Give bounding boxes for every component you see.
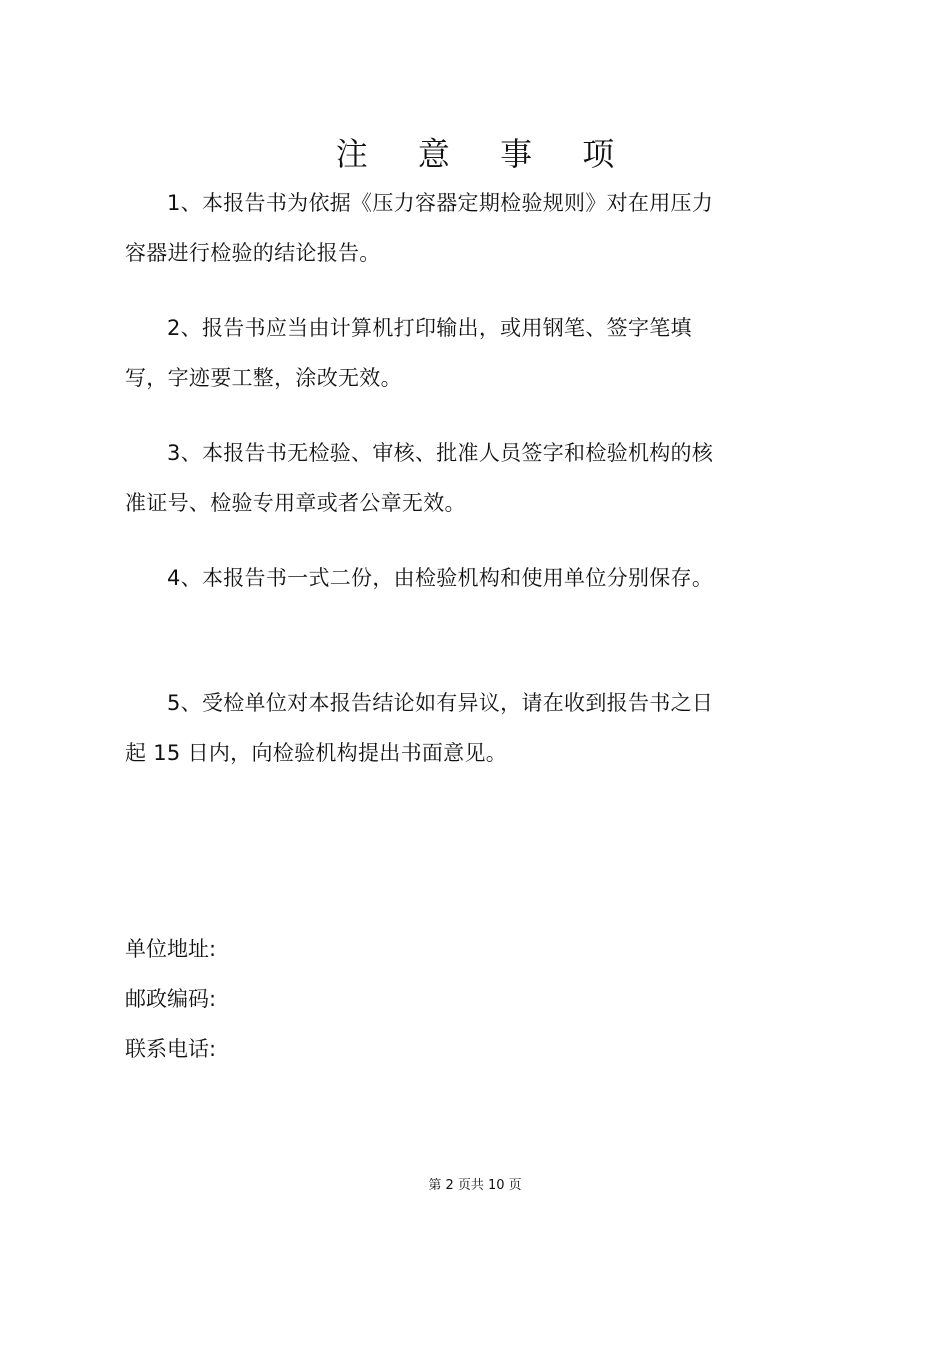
page-title: 注 意 事 项 <box>335 135 635 173</box>
phone-label: 联系电话: <box>125 1037 217 1061</box>
postcode-label: 邮政编码: <box>125 987 217 1011</box>
note-item-4: 4、本报告书一式二份，由检验机构和使用单位分别保存。 <box>167 566 714 590</box>
note-item-5: 5、受检单位对本报告结论如有异议，请在收到报告书之日起 15 日内，向检验机构提出书面意见。 <box>125 691 714 765</box>
note-item-3: 3、本报告书无检验、审核、批准人员签字和检验机构的核准证号、检验专用章或者公章无效。 <box>125 441 714 515</box>
note-item-1: 1、本报告书为依据《压力容器定期检验规则》对在用压力容器进行检验的结论报告。 <box>125 191 714 265</box>
address-label: 单位地址: <box>125 937 217 961</box>
note-item-2: 2、报告书应当由计算机打印输出，或用钢笔、签字笔填写，字迹要工整，涂改无效。 <box>125 316 692 390</box>
page-footer: 第 2 页共 10 页 <box>428 1178 522 1193</box>
